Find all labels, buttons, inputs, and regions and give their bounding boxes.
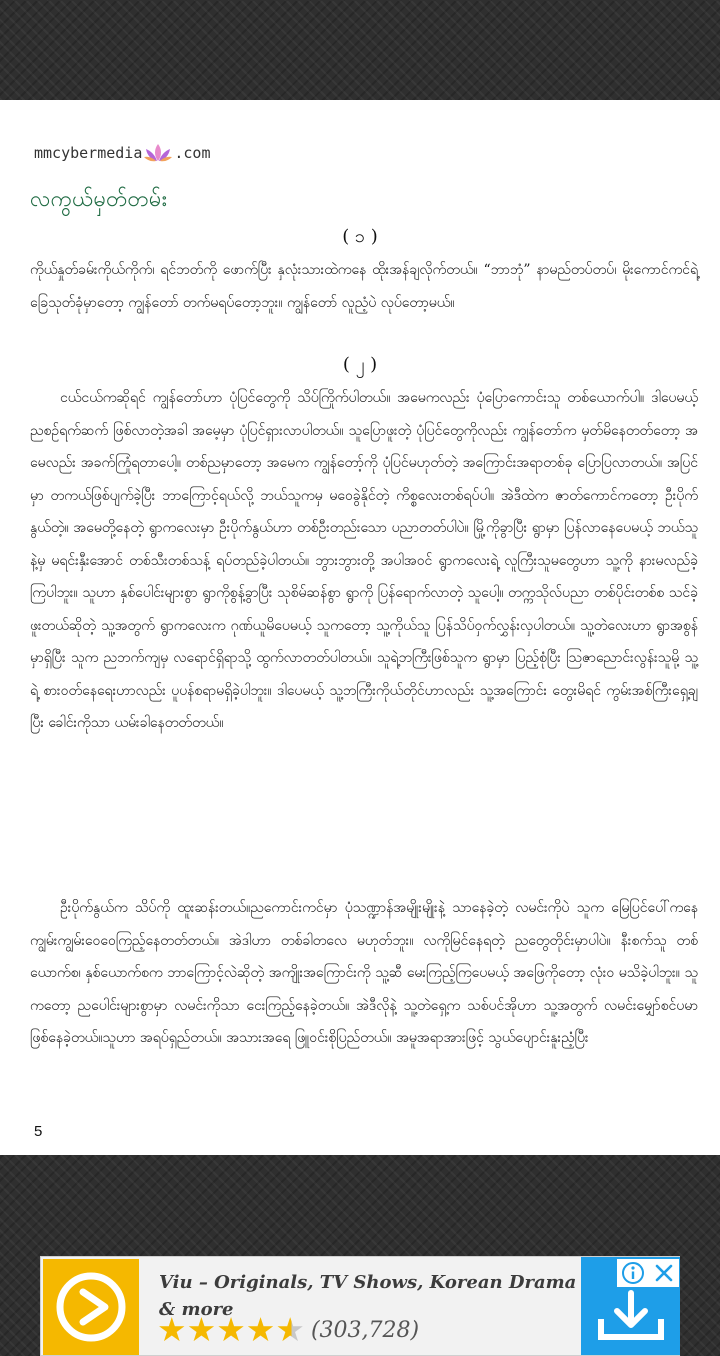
ad-title[interactable]: Viu – Originals, TV Shows, Korean Drama & more — [159, 1272, 577, 1320]
ad-choices[interactable] — [617, 1259, 679, 1287]
top-dark-bar — [0, 0, 720, 100]
site-name-suffix: .com — [174, 144, 211, 162]
info-icon[interactable] — [621, 1261, 645, 1285]
app-logo[interactable] — [43, 1259, 139, 1355]
rating-stars — [157, 1310, 420, 1349]
close-icon[interactable] — [653, 1262, 675, 1284]
chapter-title: လကွယ်မှတ်တမ်း — [30, 187, 168, 212]
play-arrow-icon — [54, 1270, 128, 1344]
star-icon: ★ — [157, 1310, 187, 1349]
star-icon: ★ — [216, 1310, 246, 1349]
site-name-prefix: mmcybermedia — [34, 144, 143, 162]
section-number: ( ၁ ) — [342, 226, 378, 247]
lotus-icon — [143, 141, 173, 165]
paragraph: ဦးပိုက်နွယ်က သိပ်ကို ထူးဆန်းတယ်။ညကောင်းကင်မှာ ပုံသဏ္ဍာန်အမျိုးမျိုးနဲ့ သာနေခဲ့တဲ့ လမင်းကိုပဲ သူက မြေပြင်ပေါ်ကနေ ကျွမ်းကျွမ်းဝေဝေကြည့်နေတတ်တယ်။ အဲဒါဟာ တစ်ခါတလေ မဟုတ်ဘူး။ လကိုမြင်နေရတဲ့ ညတွေတိုင်းမှာပါပဲ။ နီးစက်သူ တစ်ယောက်စ၊ နှစ်ယောက်စက ဘာကြောင့်လဲဆိုတဲ့ အကျိုးအကြောင်းကို သူ့ဆီ မေးကြည့်ကြပေမယ့် အဖြေကိုတော့ လုံးဝ မသိခဲ့ပါဘူး။ သူကတော့ ညပေါင်းများစွာမှာ လမင်းကိုသာ ငေးကြည့်နေခဲ့တယ်။ အဲဒီလိုနဲ့ သူ့တဲရှေ့က သစ်ပင်အိုဟာ သူ့အတွက် လမင်းမျှော်စင်ပမာ ဖြစ်နေခဲ့တယ်။သူဟာ အရပ်ရှည်တယ်။ အသားအရေ ဖြူဝင်းစိုပြည်တယ်။ အမူအရာအားဖြင့် သွယ်ပျောင်းနူးညံ့ပြီး — [30, 900, 698, 1046]
page-number: 5 — [34, 1123, 43, 1140]
star-icon: ★ — [186, 1310, 217, 1349]
book-page[interactable] — [0, 100, 720, 1155]
star-icon: ★ — [245, 1310, 276, 1349]
download-icon — [595, 1289, 667, 1343]
site-logo — [34, 140, 211, 166]
half-star-icon: ★ — [275, 1310, 305, 1349]
rating-count: (303,728) — [310, 1317, 420, 1343]
paragraph: ငယ်ငယ်ကဆိုရင် ကျွန်တော်ဟာ ပုံပြင်တွေကို သိပ်ကြိုက်ပါတယ်။ အမေကလည်း ပုံပြောကောင်းသူ တစ်ယောက်ပါ။ ဒါပေမယ့် ညစဉ်ရက်ဆက် ဖြစ်လာတဲ့အခါ အမေ့မှာ ပုံပြင်ရှားလာပါတယ်။ သူပြောဖူးတဲ့ ပုံပြင်တွေကိုလည်း ကျွန်တော်က မှတ်မိနေတတ်တော့ အမေလည်း အခက်ကြုံရတာပေါ့။ တစ်ညမှာတော့ အမေက ကျွန်တော့်ကို ပုံပြင်မဟုတ်တဲ့ အကြောင်းအရာတစ်ခု ပြောပြလာတယ်။ အပြင်မှာ တကယ်ဖြစ်ပျက်ခဲ့ပြီး ဘာကြောင့်ရယ်လို့ ဘယ်သူကမှ မဝေခွဲနိုင်တဲ့ ကိစ္စလေးတစ်ရပ်ပါ။ အဲဒီထဲက ဇာတ်ကောင်ကတော့ ဦးပိုက်နွယ်တဲ့။ အမေတို့နေတဲ့ ရွာကလေးမှာ ဦးပိုက်နွယ်ဟာ တစ်ဦးတည်းသော ပညာတတ်ပါပဲ။ မြို့ကိုခွာပြီး ရွာမှာ ပြန်လာနေပေမယ့် ဘယ်သူနဲ့မှ မရင်းနှီးအောင် တစ်သီးတစ်သန့် ရပ်တည်ခဲ့ပါတယ်။ ဘွားဘွားတို့ အပါအဝင် ရွာကလေးရဲ့ လူကြီးသူမတွေဟာ သူ့ကို နားမလည်ခဲ့ကြပါဘူး။ သူဟာ နှစ်ပေါင်းများစွာ ရွာကိုစွန့်ခွာပြီး သုစိမ်ဆန်စွာ ရွာကို ပြန်ရောက်လာတဲ့ သူပေါ့။ တက္ကသိုလ်ပညာ တစ်ပိုင်းတစ်စ သင်ခဲ့ဖူးတယ်ဆိုတဲ့ သူ့အတွက် ရွာကလေးက ဂုဏ်ယူမိပေမယ့် သူကတော့ သူ့ကိုယ်သူ ပြန်သိပ်ဝှက်လွှန်းလှပါတယ်။ သူ့တဲလေးဟာ ရွာအစွန်မှာရှိပြီး သူက ညဘက်ကျမှ လရောင်ရှိရာသို့ ထွက်လာတတ်ပါတယ်။ သူရဲ့ဘကြီးဖြစ်သူက ရွာမှာ ပြည့်စုံပြီး သြဇာညောင်းလွန်းသူမို့ သူ့ရဲ့ စားဝတ်နေရေးဟာလည်း ပူပန်စရာမရှိခဲ့ပါဘူး။ ဒါပေမယ့် သူ့ဘကြီးကိုယ်တိုင်ဟာလည်း သူ့အကြောင်း တွေးမိရင် ကွမ်းအစ်ကြီးရှေ့ချပြီး ခေါင်းကိုသာ ယမ်းခါနေတတ်တယ်။ — [30, 390, 698, 731]
ad-banner[interactable] — [40, 1256, 680, 1356]
paragraph: ကိုယ်နှုတ်ခမ်းကိုယ်ကိုက်၊ ရင်ဘတ်ကို ဖောက်ပြီး နှလုံးသားထဲကနေ ထိုးအန်ချလိုက်တယ်။ “ဘာဘုံ” နာမည်တပ်တပ်၊ မိုးကောင်ကင်ရဲ့ ခြေသုတ်ခုံမှာတော့ ကျွန်တော် တက်မရပ်တော့ဘူး။ ကျွန်တော် လူညံ့ပဲ လုပ်တော့မယ်။ — [30, 262, 698, 311]
section-number: ( ၂ ) — [342, 354, 378, 375]
